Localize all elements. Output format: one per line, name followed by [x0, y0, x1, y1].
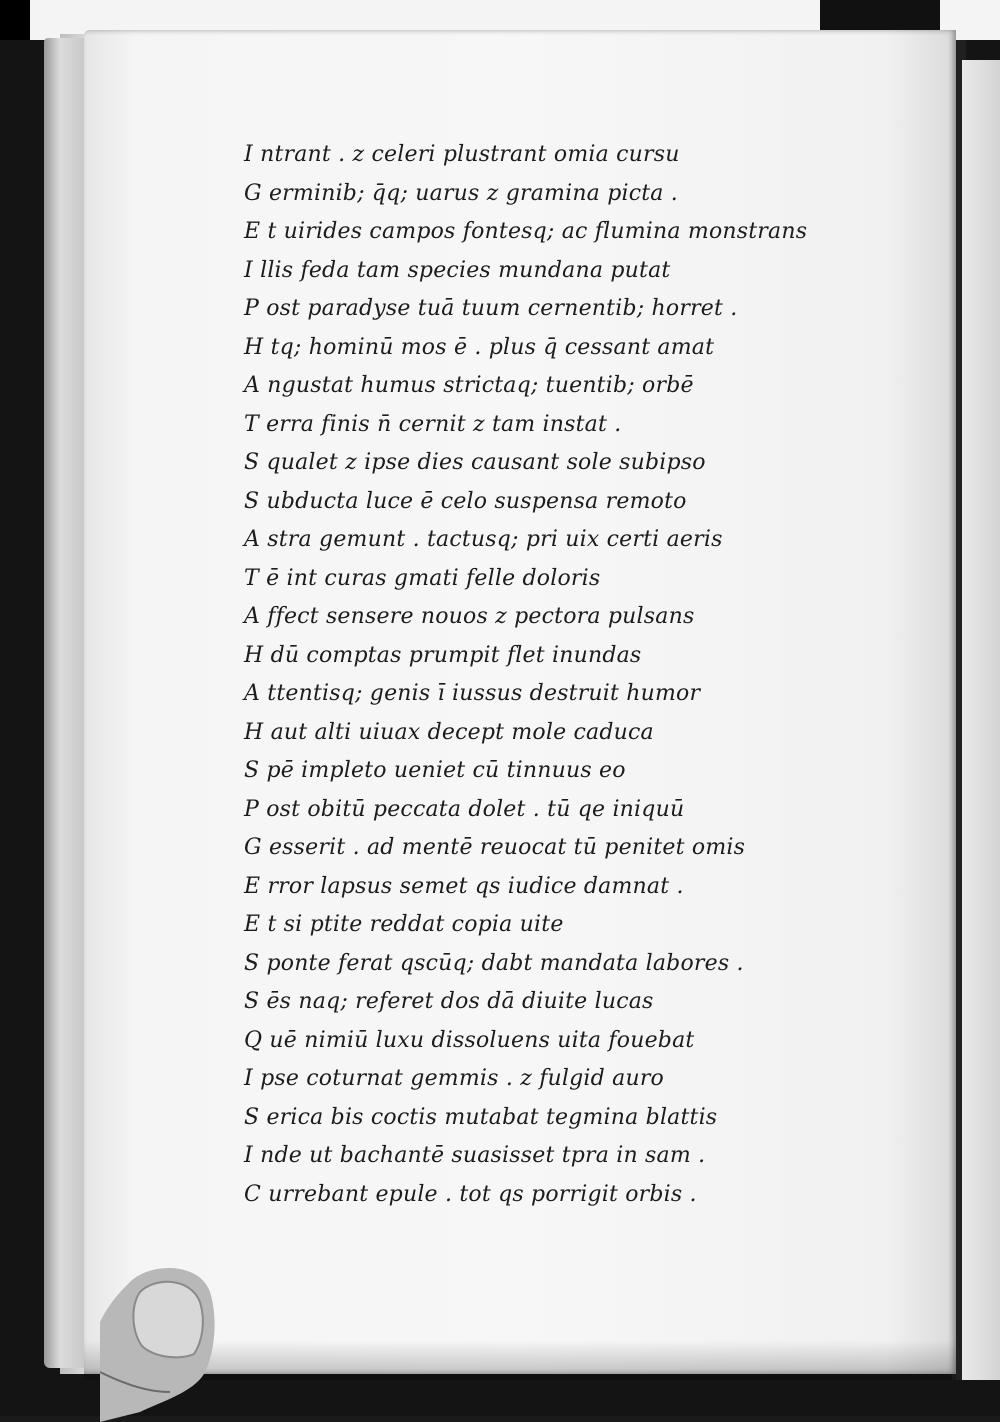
verse-line: E t uirides campos fontesq; ac flumina monstrans — [244, 219, 808, 244]
underlying-leaf-edge — [44, 38, 84, 1368]
manuscript-text — [244, 136, 844, 1214]
thumb-holding-page — [100, 1262, 250, 1422]
verse-line: S pē impleto ueniet cū tinnuus eo — [244, 758, 626, 783]
verse-line: T erra finis n̄ cernit z tam instat . — [244, 411, 622, 437]
verse-line: T ē int curas gmati felle doloris — [244, 565, 601, 591]
verse-line: I nde ut bachantē suasisset tpra in sam . — [244, 1143, 706, 1168]
scan-edge-left — [0, 0, 30, 40]
verse-line: C urrebant epule . tot qs porrigit orbis . — [244, 1181, 697, 1207]
verse-line: P ost paradyse tuā tuum cernentib; horret . — [244, 296, 738, 321]
verse-line: I ntrant . z celeri plustrant omia cursu — [244, 142, 680, 167]
verse-line: S ēs naq; referet dos dā diuite lucas — [244, 989, 654, 1014]
verse-line: I llis feda tam species mundana putat — [244, 257, 671, 283]
verse-line: H tq; hominū mos ē . plus q̄ cessant amat — [244, 334, 715, 360]
verse-line: E rror lapsus semet qs iudice damnat . — [244, 873, 684, 899]
verse-line: A ngustat humus strictaq; tuentib; orbē — [244, 373, 694, 398]
verse-line: G esserit . ad mentē reuocat tū penitet omis — [244, 835, 746, 860]
verse-line: I pse coturnat gemmis . z fulgid auro — [244, 1066, 664, 1091]
facing-page-edge — [962, 60, 1000, 1380]
verse-line: H aut alti uiuax decept mole caduca — [244, 719, 654, 745]
verse-line: H dū comptas prumpit flet inundas — [244, 642, 642, 668]
verse-line: E t si ptite reddat copia uite — [244, 912, 564, 937]
verse-line: P ost obitū peccata dolet . tū qe iniquū — [244, 796, 685, 822]
verse-line: S qualet z ipse dies causant sole subipso — [244, 450, 706, 475]
verse-line: A stra gemunt . tactusq; pri uix certi aeris — [244, 527, 723, 552]
verse-line: Q uē nimiū luxu dissoluens uita fouebat — [244, 1027, 695, 1053]
verse-line: A ttentisq; genis ī iussus destruit humor — [244, 681, 701, 706]
verse-line: S ponte ferat qscūq; dabt mandata labores . — [244, 950, 744, 976]
verse-line: A ffect sensere nouos z pectora pulsans — [244, 604, 695, 629]
verse-line: S ubducta luce ē celo suspensa remoto — [244, 488, 687, 514]
verse-line: S erica bis coctis mutabat tegmina blattis — [244, 1104, 718, 1130]
verse-line: G erminib; q̄q; uarus z gramina picta . — [244, 180, 678, 206]
